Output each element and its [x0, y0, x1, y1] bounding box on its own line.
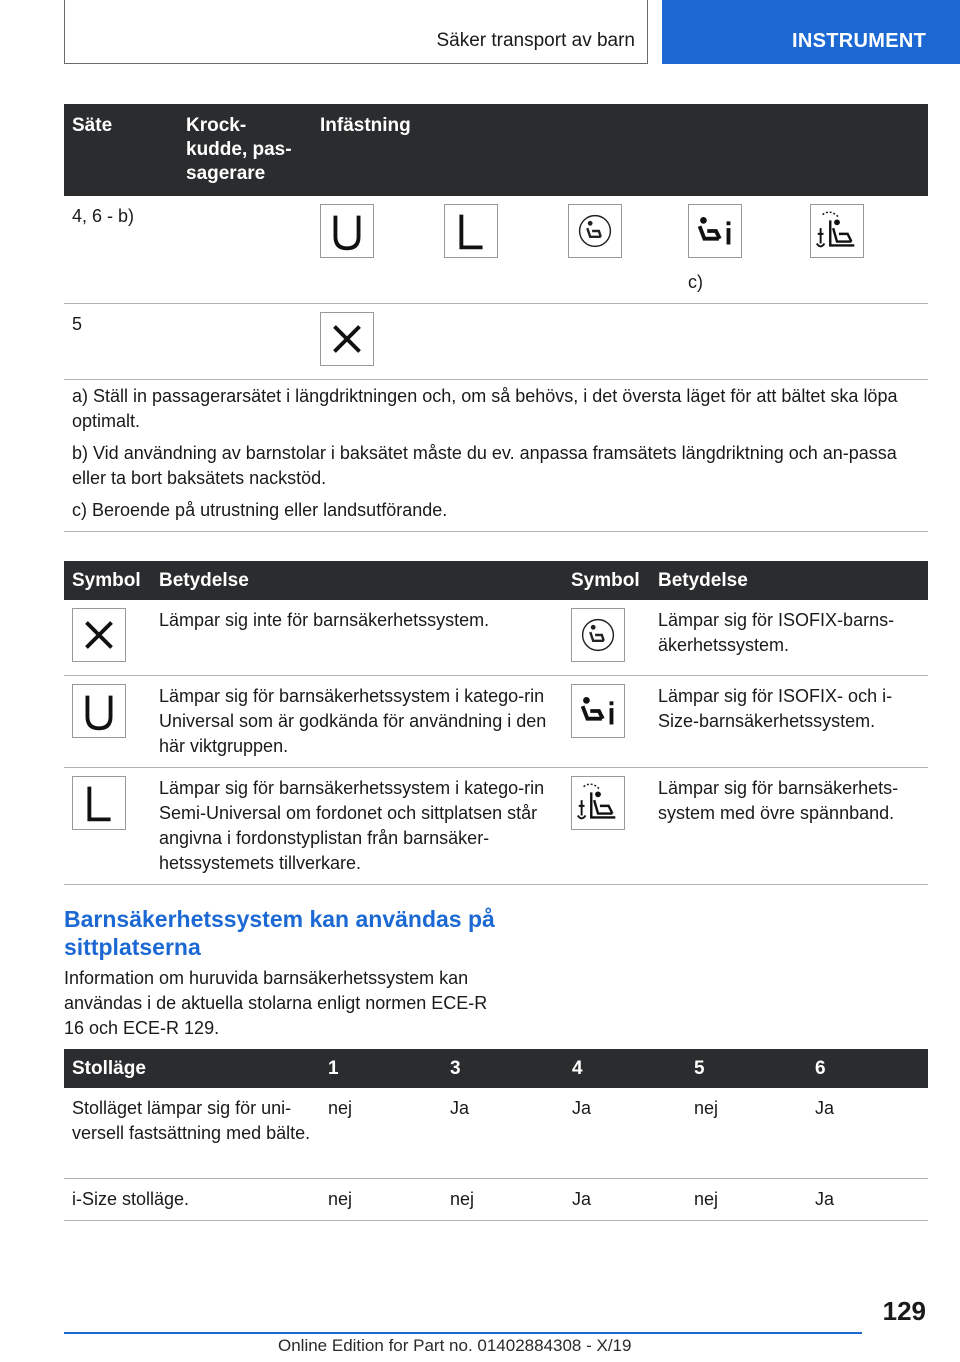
top-tether-icon	[571, 776, 625, 830]
col-header-position: Stolläge	[64, 1049, 320, 1088]
page-number: 129	[882, 1296, 926, 1326]
section-intro: Information om huruvida barnsäkerhetssystem kan användas i de aktuella stolarna enligt normen ECE-R 16 och ECE-R 129.	[64, 968, 488, 1038]
col-header-fastening: Infästning	[312, 104, 928, 196]
isofix-isize-icon	[571, 684, 625, 738]
meaning-cell: Lämpar sig för ISOFIX- och i-Size-barnsäkerhetssystem.	[650, 675, 928, 767]
airbag-cell	[178, 304, 312, 380]
meaning-cell: Lämpar sig inte för barnsäkerhetssystem.	[151, 600, 563, 675]
icon-cell	[312, 304, 928, 380]
icon-cell	[802, 196, 928, 304]
position-cell: Stolläget lämpar sig för uni-versell fastsättning med bälte.	[64, 1088, 320, 1178]
note-c: c) Beroende på utrustning eller landsutförande.	[72, 500, 448, 520]
col-header-6: 6	[807, 1049, 928, 1088]
not-suitable-x-icon	[320, 312, 374, 366]
table1-notes	[64, 384, 928, 532]
header-chapter-label: INSTRUMENT	[792, 30, 927, 52]
section-title: Barnsäkerhetssystem kan användas på sittplatserna	[64, 906, 495, 960]
seat-cell: 4, 6 - b)	[64, 196, 178, 304]
isofix-seat-icon	[571, 608, 625, 662]
header-chapter-tab[interactable]	[662, 0, 960, 64]
airbag-cell	[178, 196, 312, 304]
value-cell: Ja	[442, 1088, 564, 1178]
footer-edition-text: Online Edition for Part no. 01402884308 - X/19	[278, 1336, 632, 1355]
symbol-legend-table	[64, 561, 928, 885]
seat-cell: 5	[64, 304, 178, 380]
note-b: b) Vid användning av barnstolar i baksätet måste du ev. anpassa framsätets längdriktning och an-passa eller ta bort baksätets nackstöd.	[72, 443, 897, 488]
position-cell: i-Size stolläge.	[64, 1178, 320, 1220]
icon-cell	[560, 196, 680, 304]
isofix-isize-icon	[688, 204, 742, 258]
icon-cell	[680, 196, 802, 304]
col-header-4: 4	[564, 1049, 686, 1088]
meaning-cell: Lämpar sig för ISOFIX-barns-äkerhetssystem.	[650, 600, 928, 675]
semi-universal-l-icon	[72, 776, 126, 830]
value-cell: nej	[442, 1178, 564, 1220]
meaning-cell: Lämpar sig för barnsäkerhets-system med övre spännband.	[650, 767, 928, 884]
footnote-c: c)	[688, 272, 703, 292]
footer-divider	[64, 1332, 862, 1334]
value-cell: nej	[686, 1088, 807, 1178]
icon-cell	[436, 196, 560, 304]
value-cell: Ja	[807, 1088, 928, 1178]
semi-universal-l-icon	[444, 204, 498, 258]
value-cell: nej	[320, 1178, 442, 1220]
note-a: a) Ställ in passagerarsätet i längdriktningen och, om så behövs, i det översta läget för att bältet ska löpa optimalt.	[72, 386, 898, 431]
col-header-1: 1	[320, 1049, 442, 1088]
col-header-symbol: Symbol	[64, 561, 151, 600]
value-cell: Ja	[807, 1178, 928, 1220]
value-cell: Ja	[564, 1178, 686, 1220]
value-cell: nej	[320, 1088, 442, 1178]
col-header-5: 5	[686, 1049, 807, 1088]
meaning-cell: Lämpar sig för barnsäkerhetssystem i katego-rin Universal som är godkända för användning i den här viktgruppen.	[151, 675, 563, 767]
col-header-airbag: Krock-kudde, pas-sagerare	[178, 104, 312, 196]
col-header-seat: Säte	[64, 104, 178, 196]
isofix-seat-icon	[568, 204, 622, 258]
seat-fastening-table	[64, 104, 928, 380]
col-header-symbol-2: Symbol	[563, 561, 650, 600]
universal-u-icon	[320, 204, 374, 258]
seat-position-table	[64, 1049, 928, 1221]
universal-u-icon	[72, 684, 126, 738]
value-cell: Ja	[564, 1088, 686, 1178]
value-cell: nej	[686, 1178, 807, 1220]
col-header-meaning-2: Betydelse	[650, 561, 928, 600]
meaning-cell: Lämpar sig för barnsäkerhetssystem i katego-rin Semi-Universal om fordonet och sittplatsen står angivna i fordonstyplistan från barnsäker-hetssystemets tillverkare.	[151, 767, 563, 884]
header-section-title: Säker transport av barn	[436, 30, 635, 51]
header-section-box	[64, 0, 648, 64]
not-suitable-x-icon	[72, 608, 126, 662]
top-tether-icon	[810, 204, 864, 258]
col-header-meaning: Betydelse	[151, 561, 563, 600]
col-header-3: 3	[442, 1049, 564, 1088]
icon-cell	[312, 196, 436, 304]
